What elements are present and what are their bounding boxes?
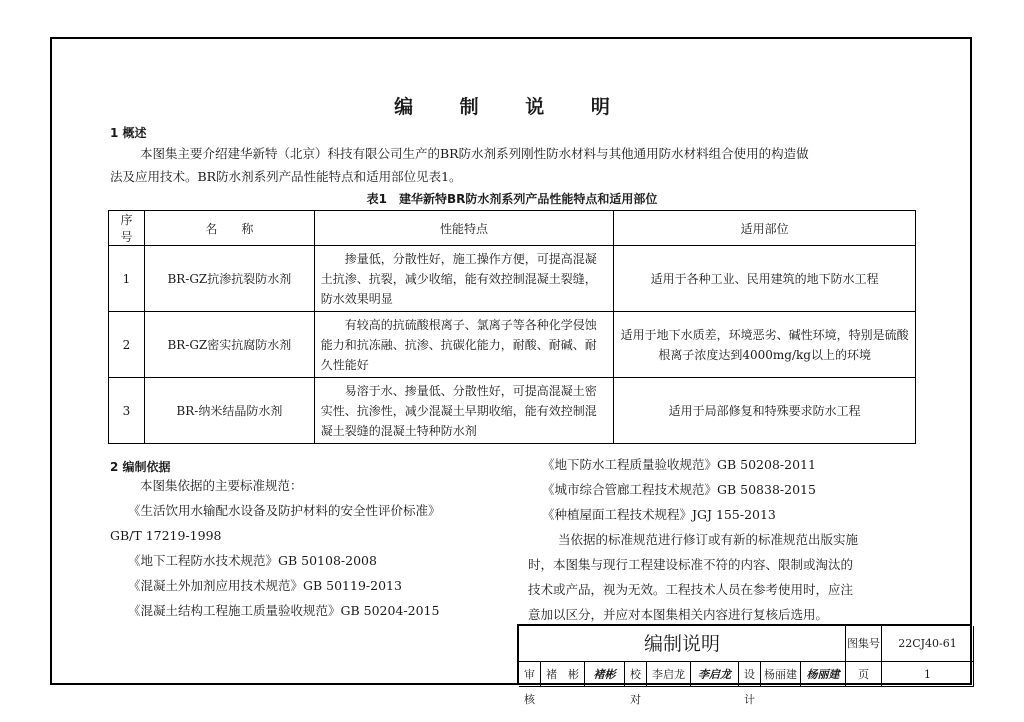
table-caption: 表1 建华新特BR防水剂系列产品性能特点和适用部位 [366, 192, 658, 206]
title-block-name: 编制说明 [519, 626, 846, 662]
row-usage: 适用于地下水质差，环境恶劣、碱性环境，特别是硫酸根离子浓度达到4000mg/kg以上的环境 [614, 312, 916, 378]
reviewer-name: 褚 彬 [541, 662, 585, 687]
standard-item: 《混凝土结构工程施工质量验收规范》GB 50204-2015 [128, 603, 440, 618]
section2-left-column [110, 473, 441, 623]
section2-heading: 2 编制依据 [110, 460, 171, 474]
header-no: 序号 [109, 211, 145, 246]
row-usage: 适用于各种工业、民用建筑的地下防水工程 [614, 246, 916, 312]
note-line: 时，本图集与现行工程建设标准不符的内容、限制或淘汰的 [528, 557, 854, 572]
row-no: 2 [109, 312, 145, 378]
atlas-label: 图集号 [846, 626, 882, 662]
design-label: 设计 [739, 662, 761, 687]
designer-name: 杨丽建 [761, 662, 801, 687]
standard-item: 《城市综合管廊工程技术规范》GB 50838-2015 [542, 482, 816, 497]
row-name: BR-GZ抗渗抗裂防水剂 [144, 246, 314, 312]
product-table [108, 210, 916, 444]
standard-item: 《地下工程防水技术规范》GB 50108-2008 [128, 553, 377, 568]
designer-signature: 杨丽建 [801, 662, 846, 687]
section1-line-2: 法及应用技术。BR防水剂系列产品性能特点和适用部位见表1。 [110, 169, 462, 184]
section1-line-1: 本图集主要介绍建华新特（北京）科技有限公司生产的BR防水剂系列刚性防水材料与其他通用防水材料组合使用的构造做 [140, 146, 809, 161]
row-features: 有较高的抗硫酸根离子、氯离子等各种化学侵蚀能力和抗冻融、抗渗、抗碳化能力，耐酸、耐碱、耐久性能好 [314, 312, 614, 378]
page-title: 编 制 说 明 [394, 96, 630, 118]
standard-item: 《生活饮用水输配水设备及防护材料的安全性评价标准》 [128, 503, 441, 518]
note-line: 技术或产品，视为无效。工程技术人员在参考使用时，应注 [528, 582, 854, 597]
section1-heading: 1 概述 [110, 126, 147, 140]
checker-signature: 李启龙 [691, 662, 739, 687]
title-block [517, 624, 972, 706]
standard-item: 《混凝土外加剂应用技术规范》GB 50119-2013 [128, 578, 402, 593]
standards-intro: 本图集依据的主要标准规范： [140, 478, 303, 493]
row-usage: 适用于局部修复和特殊要求防水工程 [614, 378, 916, 444]
page-number: 1 [882, 662, 974, 687]
section2-right-column [528, 452, 858, 627]
check-label: 校对 [625, 662, 647, 687]
checker-name: 李启龙 [647, 662, 691, 687]
note-line: 当依据的标准规范进行修订或有新的标准规范出版实施 [558, 532, 859, 547]
table-row [109, 378, 916, 444]
row-no: 3 [109, 378, 145, 444]
reviewer-signature: 褚彬 [585, 662, 625, 687]
header-features: 性能特点 [314, 211, 614, 246]
note-line: 意加以区分，并应对本图集相关内容进行复核后选用。 [528, 607, 829, 622]
atlas-number: 22CJ40-61 [882, 626, 974, 662]
row-name: BR-GZ密实抗腐防水剂 [144, 312, 314, 378]
row-features: 掺量低，分散性好，施工操作方便，可提高混凝土抗渗、抗裂，减少收缩，能有效控制混凝土裂缝，防水效果明显 [314, 246, 614, 312]
row-features: 易溶于水、掺量低、分散性好，可提高混凝土密实性、抗渗性，减少混凝土早期收缩，能有效控制混凝土裂缝的混凝土特种防水剂 [314, 378, 614, 444]
standard-item: GB/T 17219-1998 [110, 528, 222, 543]
row-no: 1 [109, 246, 145, 312]
header-usage: 适用部位 [614, 211, 916, 246]
standard-item: 《种植屋面工程技术规程》JGJ 155-2013 [542, 507, 776, 522]
table-row [109, 312, 916, 378]
standard-item: 《地下防水工程质量验收规范》GB 50208-2011 [542, 457, 816, 472]
row-name: BR-纳米结晶防水剂 [144, 378, 314, 444]
review-label: 审核 [519, 662, 541, 687]
table-header-row [109, 211, 916, 246]
table-row [109, 246, 916, 312]
page-label: 页 [846, 662, 882, 687]
header-name: 名 称 [144, 211, 314, 246]
